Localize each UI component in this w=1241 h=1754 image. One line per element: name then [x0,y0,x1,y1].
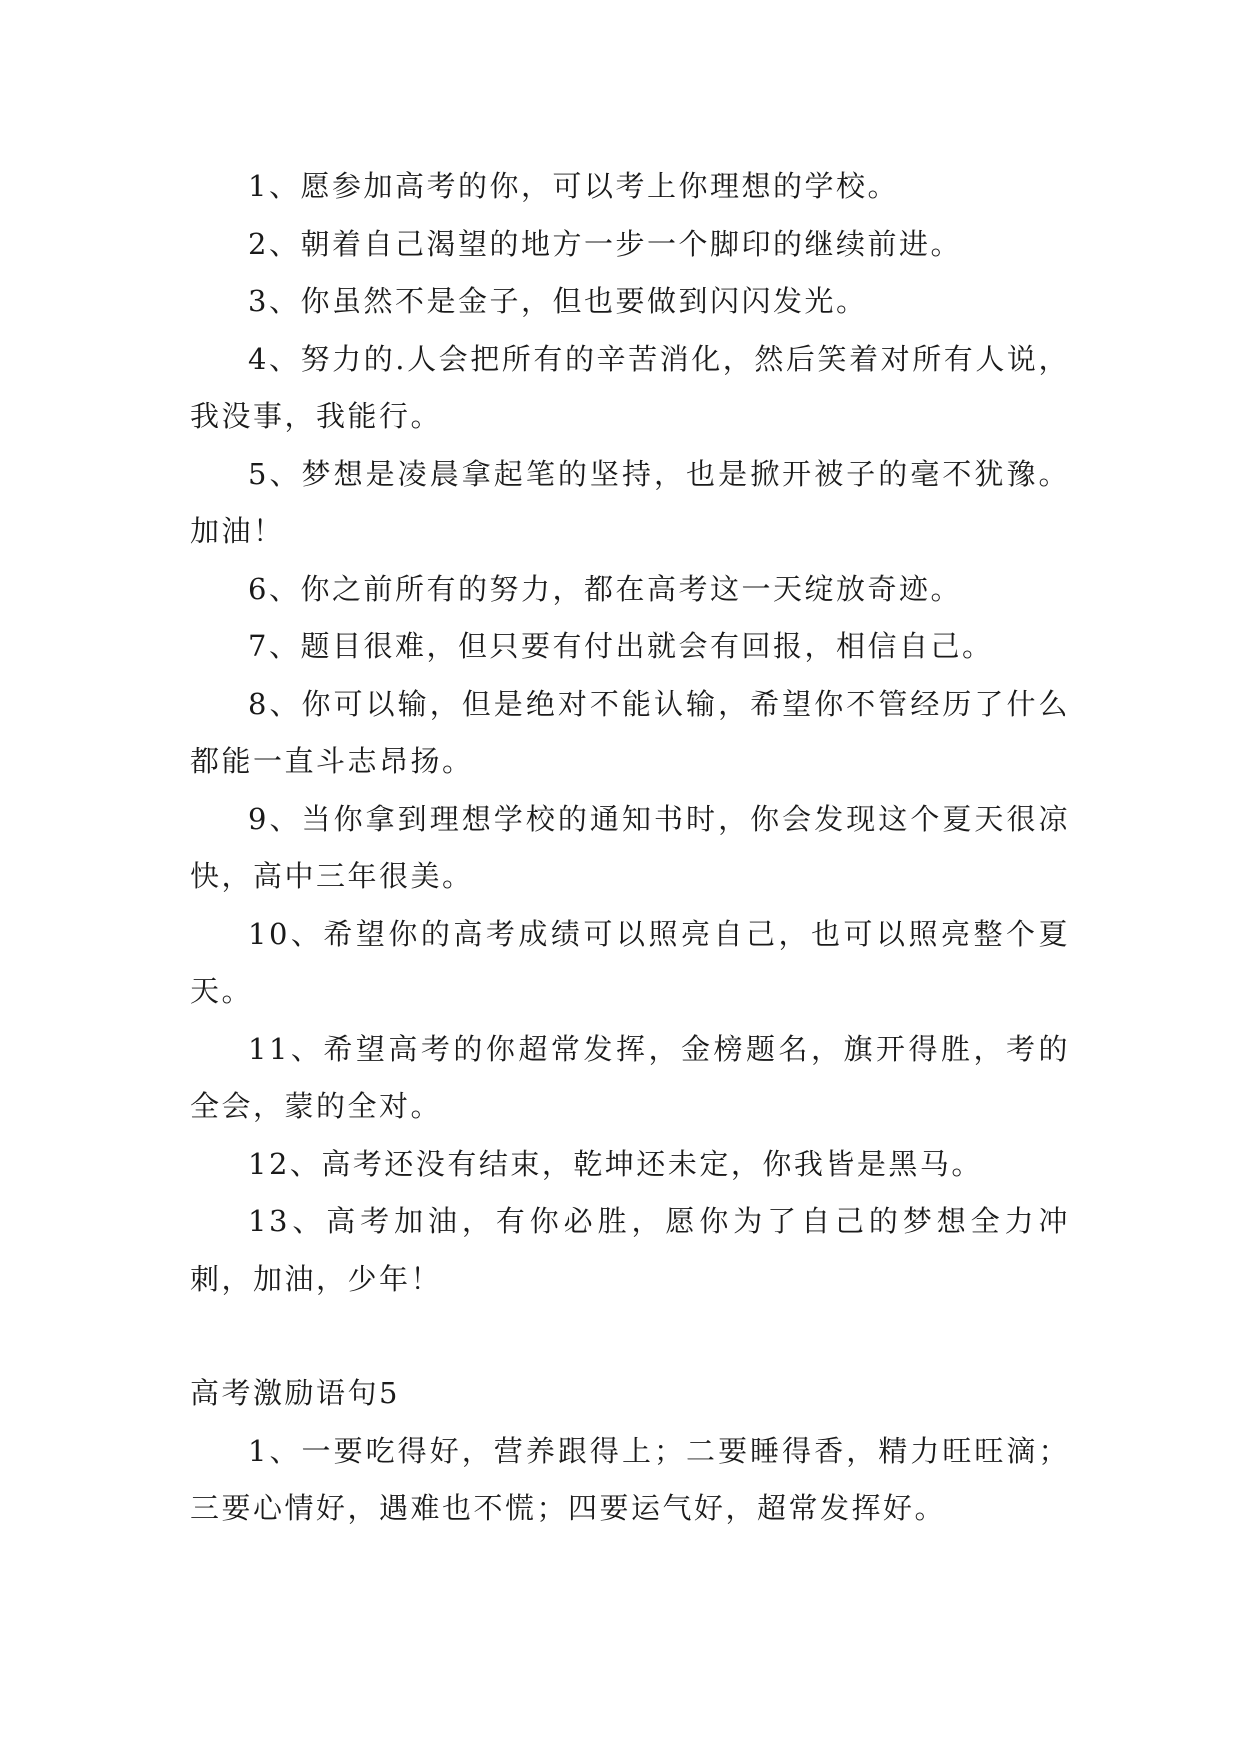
list-item: 5、梦想是凌晨拿起笔的坚持，也是掀开被子的毫不犹豫。加油！ [190,456,1070,548]
list-item: 9、当你拿到理想学校的通知书时，你会发现这个夏天很凉快，高中三年很美。 [190,801,1070,893]
list-item: 3、你虽然不是金子，但也要做到闪闪发光。 [248,284,868,318]
list-item: 1、愿参加高考的你，可以考上你理想的学校。 [248,169,899,203]
list-item: 10、希望你的高考成绩可以照亮自己，也可以照亮整个夏天。 [190,916,1070,1008]
list-item: 13、高考加油，有你必胜，愿你为了自己的梦想全力冲刺，加油，少年！ [190,1204,1070,1296]
list-item: 2、朝着自己渴望的地方一步一个脚印的继续前进。 [248,226,962,261]
list-item: 6、你之前所有的努力，都在高考这一天绽放奇迹。 [248,571,962,606]
list-item: 4、努力的.人会把所有的辛苦消化，然后笑着对所有人说，我没事，我能行。 [190,341,1070,433]
list-item: 11、希望高考的你超常发挥，金榜题名，旗开得胜，考的全会，蒙的全对。 [190,1031,1070,1123]
list-item: 12、高考还没有结束，乾坤还未定，你我皆是黑马。 [248,1146,983,1181]
list-item: 8、你可以输，但是绝对不能认输，希望你不管经历了什么都能一直斗志昂扬。 [190,686,1070,778]
list-item: 1、一要吃得好，营养跟得上；二要睡得香，精力旺旺滴；三要心情好，遇难也不慌；四要运气好，超常发挥好。 [190,1433,1070,1525]
list-item: 7、题目很难，但只要有付出就会有回报，相信自己。 [248,629,994,663]
document-body [190,158,1070,1538]
section-heading: 高考激励语句5 [190,1376,400,1410]
